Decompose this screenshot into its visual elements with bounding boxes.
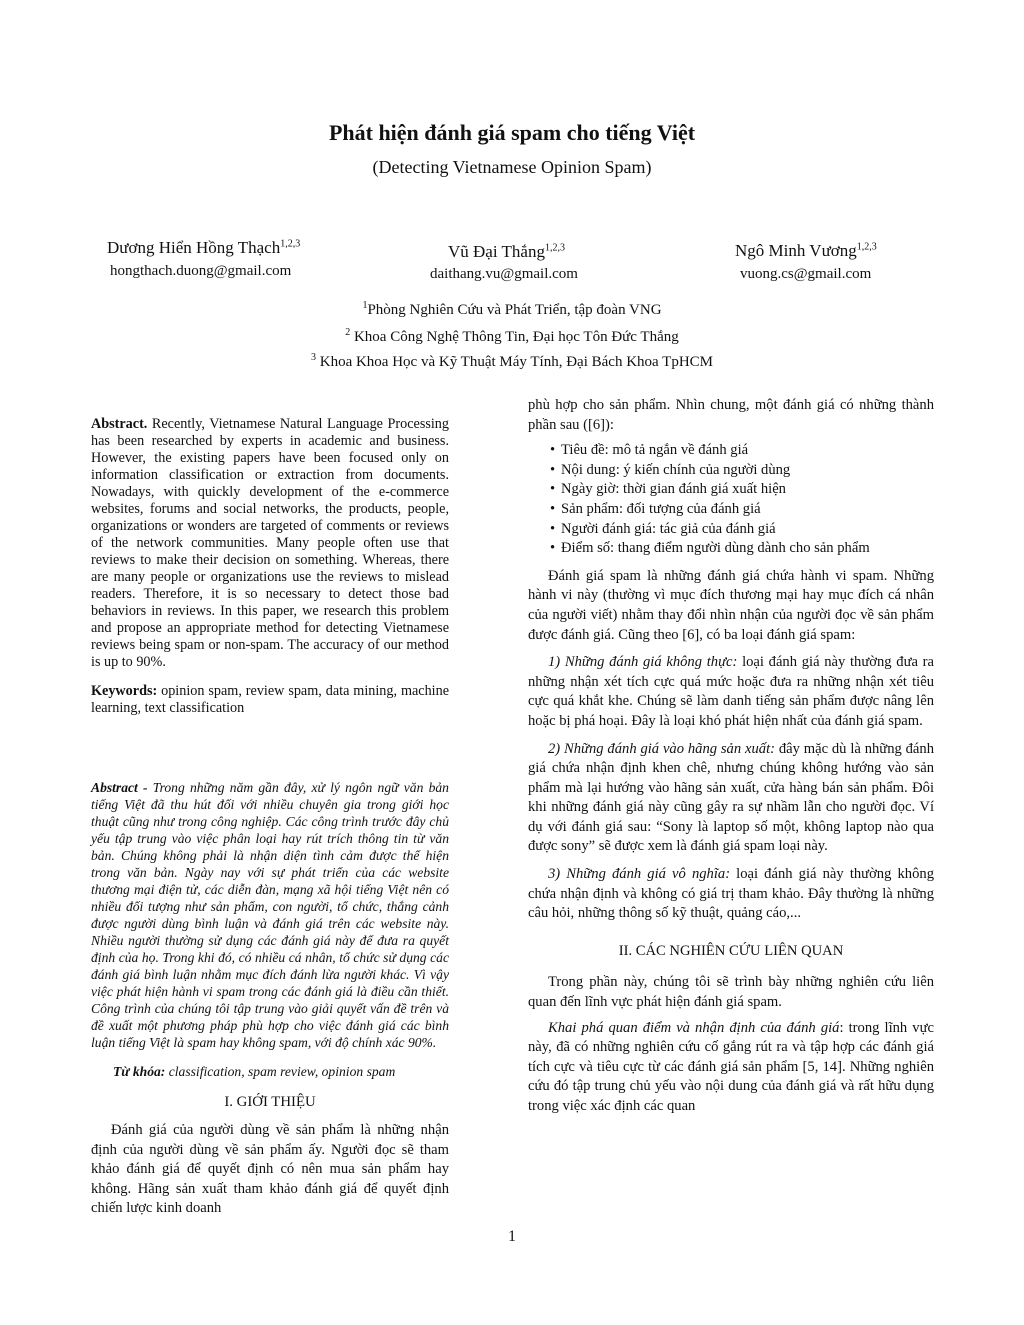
keywords-en: Keywords: opinion spam, review spam, data mining, machine learning, text classification: [91, 683, 449, 716]
spam-definition-paragraph: Đánh giá spam là những đánh giá chứa hành vi spam. Những hành vi này (thường vì mục đích thương mại hay mục đích cá nhân của người viết) nhằm thay đổi nhìn nhận của người đọc về sản phẩm được đánh giá. Cũng theo [6], có ba loại đánh giá spam:: [528, 567, 934, 643]
author-2-email: daithang.vu@gmail.com: [430, 266, 578, 282]
components-intro: phù hợp cho sản phẩm. Nhìn chung, một đánh giá có những thành phần sau ([6]):: [528, 397, 934, 433]
abstract-en: Abstract. Recently, Vietnamese Natural Language Processing has been researched by experts in academic and business. However, the existing papers have been focused only on information classification or extraction from documents. Nowadays, with quickly development of the e-commerce websites, forums and social networks, the products, people, organizations or wonders are targeted of comments or reviews of the network communities. Many people often use that reviews to make their decision on something. Whereas, there are many people or organizations use the reviews to mislead readers. Therefore, it is so necessary to detect those bad behaviors in reviews. In this paper, we research this problem and propose an appropriate method for detecting Vietnamese reviews being spam or non-spam. The accuracy of our method is up to 90%.: [91, 416, 449, 670]
author-1-email: hongthach.duong@gmail.com: [110, 263, 292, 279]
affiliation-1: $^1$Phòng Nghiên Cứu và Phát Triển, tập đoàn VNG: [362, 300, 662, 318]
section-2-paragraph-1: Trong phần này, chúng tôi sẽ trình bày những nghiên cứu liên quan đến lĩnh vực phát hiện đánh giá spam.: [528, 974, 934, 1011]
page-number: 1: [508, 1228, 516, 1245]
list-item: • Tiêu đề: mô tả ngắn về đánh giá: [528, 441, 934, 461]
bullet-icon: •: [550, 461, 556, 478]
left-column: [91, 416, 449, 1231]
author-3-email: vuong.cs@gmail.com: [740, 266, 872, 282]
affiliation-3: $^3$ Khoa Khoa Học và Kỹ Thuật Máy Tính, Đại Bách Khoa TpHCM: [310, 352, 714, 370]
bullet-icon: •: [550, 500, 556, 517]
bullet-icon: •: [550, 540, 556, 557]
section-1-paragraph: Đánh giá của người dùng về sản phẩm là những nhận định của người dùng về sản phẩm ấy. Người đọc sẽ tham khảo đánh giá để quyết định có nên mua sản phẩm hay không. Hãng sản xuất tham khảo đánh giá để quyết định chiến lược kinh doanh: [91, 1122, 449, 1216]
list-item: • Sản phẩm: đối tượng của đánh giá: [528, 500, 934, 520]
section-1-heading: I. GIỚI THIỆU: [224, 1094, 316, 1110]
affiliation-2: $^2$ Khoa Công Nghệ Thông Tin, Đại học Tôn Đức Thắng: [345, 327, 679, 345]
spam-type-1: 1) Những đánh giá không thực: loại đánh giá này thường đưa ra những nhận xét tích cực quá mức hoặc đưa ra những nhận xét tiêu cực quá khắt khe. Chúng sẽ làm danh tiếng sản phẩm được nâng lên hoặc bị phá hoại. Đây là loại khó phát hiện nhất của đánh giá spam.: [528, 654, 934, 729]
abstract-vn: Abstract - Trong những năm gần đây, xử lý ngôn ngữ văn bản tiếng Việt đã thu hút đối với nhiều chuyên gia trong giới học thuật cũng như trong công nghiệp. Các công trình trước đây chủ yếu tập trung vào việc phân loại hay rút trích thông tin từ văn bản. Chúng không phải là nhận diện tình cảm được thể hiện trong văn bản. Ngày nay với sự phát triển của các website thương mại điện tử, các diễn đàn, mạng xã hội tiếng Việt nên có nhiều đối tượng như sản phẩm, con người, tổ chức, thắng cảnh được người dùng bình luận và đánh giá trên các website này. Nhiều người thường sử dụng các đánh giá này để đưa ra quyết định của họ. Trong khi đó, có nhiều cá nhân, tổ chức sử dụng các đánh giá bình luận nhằm mục đích đánh lừa người khác. Vì vậy việc phát hiện hành vi spam trong các đánh giá là điều cần thiết. Công trình của chúng tôi tập trung vào giải quyết vấn đề trên và đề xuất một phương pháp phù hợp cho việc đánh giá các bình luận tiếng Việt là spam hay không spam, với độ chính xác 90%.: [91, 780, 449, 1050]
components-list: [528, 441, 934, 559]
spam-type-2: 2) Những đánh giá vào hãng sản xuất: đây mặc dù là những đánh giá chứa nhận định khen chê, nhưng chúng không hướng vào sản phẩm mà lại hướng vào hãng sản xuất, cửa hàng bán sản phẩm. Đôi khi những đánh giá này cũng gây ra sự nhầm lẫn cho người đọc. Ví dụ với đánh giá sau: “Sony là laptop số một, không laptop nào qua được sony” sẽ được xem là đánh giá spam loại này.: [528, 740, 934, 855]
bullet-icon: •: [550, 481, 556, 498]
list-item: • Nội dung: ý kiến chính của người dùng: [528, 461, 934, 481]
paper-subtitle: (Detecting Vietnamese Opinion Spam): [372, 157, 652, 177]
bullet-icon: •: [550, 442, 556, 459]
list-item: • Ngày giờ: thời gian đánh giá xuất hiện: [528, 480, 934, 500]
paper-title: Phát hiện đánh giá spam cho tiếng Việt: [328, 120, 696, 145]
spam-type-3: 3) Những đánh giá vô nghĩa: loại đánh giá này thường không chứa nhận định và không có giá trị tham khảo. Đây thường là những câu hỏi, những thông số kỹ thuật, quảng cáo,...: [528, 866, 934, 922]
author-3-name: Ngô Minh Vương$^{1,2,3}$: [735, 241, 877, 260]
author-2-name: Vũ Đại Thắng$^{1,2,3}$: [448, 242, 565, 261]
list-item: • Điểm số: thang điểm người dùng dành cho sản phẩm: [528, 539, 934, 559]
keywords-vn: Từ khóa: classification, spam review, opinion spam: [113, 1064, 396, 1079]
bullet-icon: •: [550, 520, 556, 537]
author-1-name: Dương Hiển Hồng Thạch$^{1,2,3}$: [107, 238, 301, 257]
right-column: [528, 396, 934, 1129]
list-item: • Người đánh giá: tác giả của đánh giá: [528, 520, 934, 540]
section-2-heading: II. CÁC NGHIÊN CỨU LIÊN QUAN: [618, 942, 844, 959]
section-2-paragraph-2: Khai phá quan điểm và nhận định của đánh giá: trong lĩnh vực này, đã có những nghiên cứu cố gắng rút ra và tập hợp các đánh giá tích cực và tiêu cực từ các đánh giá sản phẩm [5, 14]. Những nghiên cứu đó tập trung chủ yếu vào nội dung của đánh giá và rất hữu dụng trong việc xác định các quan: [528, 1019, 934, 1114]
